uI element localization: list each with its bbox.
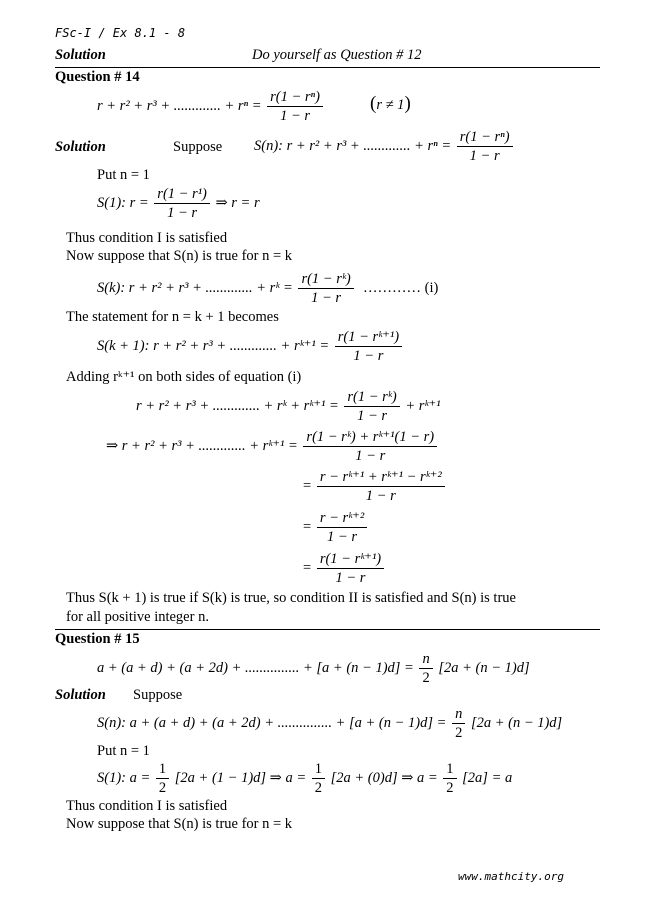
q14-sk: S(k): r + r² + r³ + ............. + rᵏ = $\frac{\text{r(1 − rᵏ)}}{1 - r}$ ………… (i) — [97, 271, 439, 306]
q15-title: Question # 15 — [55, 631, 140, 647]
section-divider — [55, 67, 600, 68]
q15-solution-label: Solution — [55, 687, 106, 703]
q14-adding: Adding rᵏ⁺¹ on both sides of equation (i) — [66, 369, 302, 385]
q14-implies-line: ⇒ r + r² + r³ + ............. + rᵏ⁺¹ = $\frac{\text{r(1 − rᵏ) + rᵏ⁺¹(1 − r)}}{1 - r}$ — [106, 429, 439, 464]
q14-condition: (r ≠ 1) — [370, 93, 411, 114]
footer-site: www.mathcity.org — [458, 870, 564, 883]
q15-sn: S(n): a + (a + d) + (a + 2d) + ............... + [a + (n − 1)d] = $\frac{n}{2}$ [2a + (n − 1)d] — [97, 706, 563, 741]
q15-suppose: Suppose — [133, 687, 183, 703]
q14-conclusion-2: for all positive integer n. — [66, 609, 209, 625]
solution-label: Solution — [55, 47, 106, 63]
exercise-label: FSc-I / Ex 8.1 - 8 — [55, 26, 186, 40]
q14-statement: r + r² + r³ + ............. + rⁿ = $\frac{\text{r(1 − rⁿ)}}{1 - r}$ — [97, 89, 325, 124]
do-yourself-note: Do yourself as Question # 12 — [252, 47, 422, 63]
q14-put-n1: Put n = 1 — [97, 167, 150, 183]
q14-now-suppose: Now suppose that S(n) is true for n = k — [66, 248, 293, 264]
q14-step3: = $\frac{\text{r − rᵏ⁺²}}{1 - r}$ — [303, 510, 369, 545]
q14-add-line: r + r² + r³ + ............. + rᵏ + rᵏ⁺¹ = $\frac{\text{r(1 − rᵏ)}}{1 - r}$ + rᵏ⁺¹ — [136, 389, 441, 424]
q15-put-n1: Put n = 1 — [97, 743, 150, 759]
q15-now-suppose: Now suppose that S(n) is true for n = k — [66, 816, 293, 832]
q15-s1: S(1): a = $\frac{1}{2}$ [2a + (1 − 1)d] ⇒ a = $\frac{1}{2}$ [2a + (0)d] ⇒ a = $\frac{1}{2}$ [2a] = a — [97, 761, 513, 796]
q14-sk1: S(k + 1): r + r² + r³ + ............. + rᵏ⁺¹ = $\frac{\text{r(1 − rᵏ⁺¹)}}{1 - r}$ — [97, 329, 404, 364]
q14-solution-label: Solution — [55, 139, 106, 155]
q15-cond1: Thus condition I is satisfied — [66, 798, 228, 814]
q14-sn: S(n): r + r² + r³ + ............. + rⁿ = $\frac{\text{r(1 − rⁿ)}}{1 - r}$ — [254, 129, 515, 164]
q14-cond1: Thus condition I is satisfied — [66, 230, 228, 246]
q14-suppose: Suppose — [173, 139, 223, 155]
q14-title: Question # 14 — [55, 69, 140, 85]
q14-step2: = $\frac{\text{r − rᵏ⁺¹ + rᵏ⁺¹ − rᵏ⁺²}}{1 - r}$ — [303, 469, 447, 504]
q14-s1: S(1): r = $\frac{\text{r(1 − r¹)}}{1 - r}$ ⇒ r = r — [97, 186, 260, 221]
q14-conclusion-1: Thus S(k + 1) is true if S(k) is true, so condition II is satisfied and S(n) is true — [66, 590, 516, 606]
q14-step4: = $\frac{\text{r(1 − rᵏ⁺¹)}}{1 - r}$ — [303, 551, 386, 586]
q15-statement: a + (a + d) + (a + 2d) + ............... + [a + (n − 1)d] = $\frac{n}{2}$ [2a + (n − 1)d] — [97, 651, 530, 686]
section-divider — [55, 629, 600, 630]
q14-statement-for: The statement for n = k + 1 becomes — [66, 309, 279, 325]
